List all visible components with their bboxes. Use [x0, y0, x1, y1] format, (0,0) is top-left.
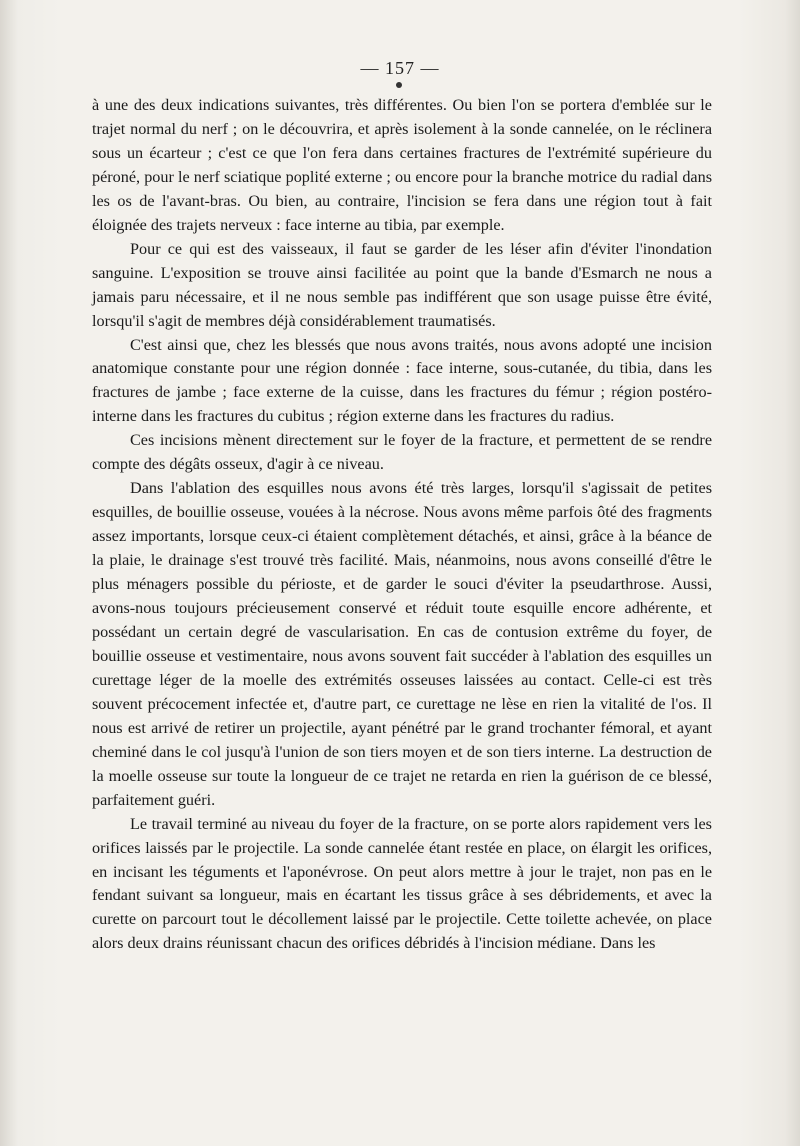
paragraph: Pour ce qui est des vaisseaux, il faut se garder de les léser afin d'éviter l'inondation sanguine. L'exposition se trouve ainsi facilitée au point que la bande d'Esmarch ne nous a jamais paru nécessaire, et il ne nous semble pas indifférent que son usage puisse être évité, lorsqu'il s'agit de membres déjà considérablement traumatisés. [92, 239, 712, 330]
paragraph: Dans l'ablation des esquilles nous avons été très larges, lorsqu'il s'agissait de petites esquilles, de bouillie osseuse, vouées à la nécrose. Nous avons même parfois ôté des fragments assez importants, lorsque ceux-ci étaient complètement détachés, et ainsi, grâce à la béance de la plaie, le drainage s'est trouvé très facilité. Mais, néanmoins, nous avons conseillé d'être le plus ménagers possible du périoste, et de garder le souci d'éviter la pseudarthrose. Aussi, avons-nous toujours précieusement conservé et réduit toute esquille encore adhérente, et possédant un certain degré de vascularisation. En cas de contusion extrême du foyer, de bouillie osseuse et vestimentaire, nous avons souvent fait succéder à l'ablation des esquilles un curettage léger de la moelle des extrémités osseuses laissées au contact. Celle-ci est très souvent précocement infectée et, d'autre part, ce curettage ne lèse en rien la vitalité de l'os. Il nous est arrivé de retirer un projectile, ayant pénétré par le grand trochanter fémoral, et ayant cheminé dans le col jusqu'à l'union de son tiers moyen et de son tiers interne. La destruction de la moelle osseuse sur toute la longueur de ce trajet ne retarda en rien la guérison de ce blessé, parfaitement guéri. [92, 479, 712, 809]
paragraph: Ces incisions mènent directement sur le foyer de la fracture, et permettent de se rendre compte des dégâts osseux, d'agir à ce niveau. [92, 431, 712, 474]
ornament-dot [396, 82, 402, 88]
body-text [92, 94, 712, 956]
paragraph: C'est ainsi que, chez les blessés que nous avons traités, nous avons adopté une incision anatomique constante pour une région donnée : face interne, sous-cutanée, du tibia, dans les fractures de jambe ; face externe de la cuisse, dans les fractures du fémur ; région postéro-interne dans les fractures du cubitus ; région externe dans les fractures du radius. [92, 335, 712, 426]
paragraph: à une des deux indications suivantes, très différentes. Ou bien l'on se portera d'emblée sur le trajet normal du nerf ; on le découvrira, et après isolement à la sonde cannelée, on le réclinera sous un écarteur ; c'est ce que l'on fera dans certaines fractures de l'extrémité supérieure du péroné, pour le nerf sciatique poplité externe ; ou encore pour la branche motrice du radial dans les os de l'avant-bras. Ou bien, au contraire, l'incision se fera dans une région tout à fait éloignée des trajets nerveux : face interne au tibia, par exemple. [92, 96, 712, 234]
page-number: — 157 — [360, 58, 440, 78]
paragraph: Le travail terminé au niveau du foyer de la fracture, on se porte alors rapidement vers les orifices laissés par le projectile. La sonde cannelée étant restée en place, on élargit les orifices, en incisant les téguments et l'aponévrose. On peut alors mettre à jour le trajet, non pas en le fendant suivant sa longueur, mais en écartant les tissus grâce à ses débridements, et avec la curette on parcourt tout le décollement laissé par le projectile. Cette toilette achevée, on place alors deux drains réunissant chacun des orifices débridés à l'incision médiane. Dans les [92, 814, 712, 953]
